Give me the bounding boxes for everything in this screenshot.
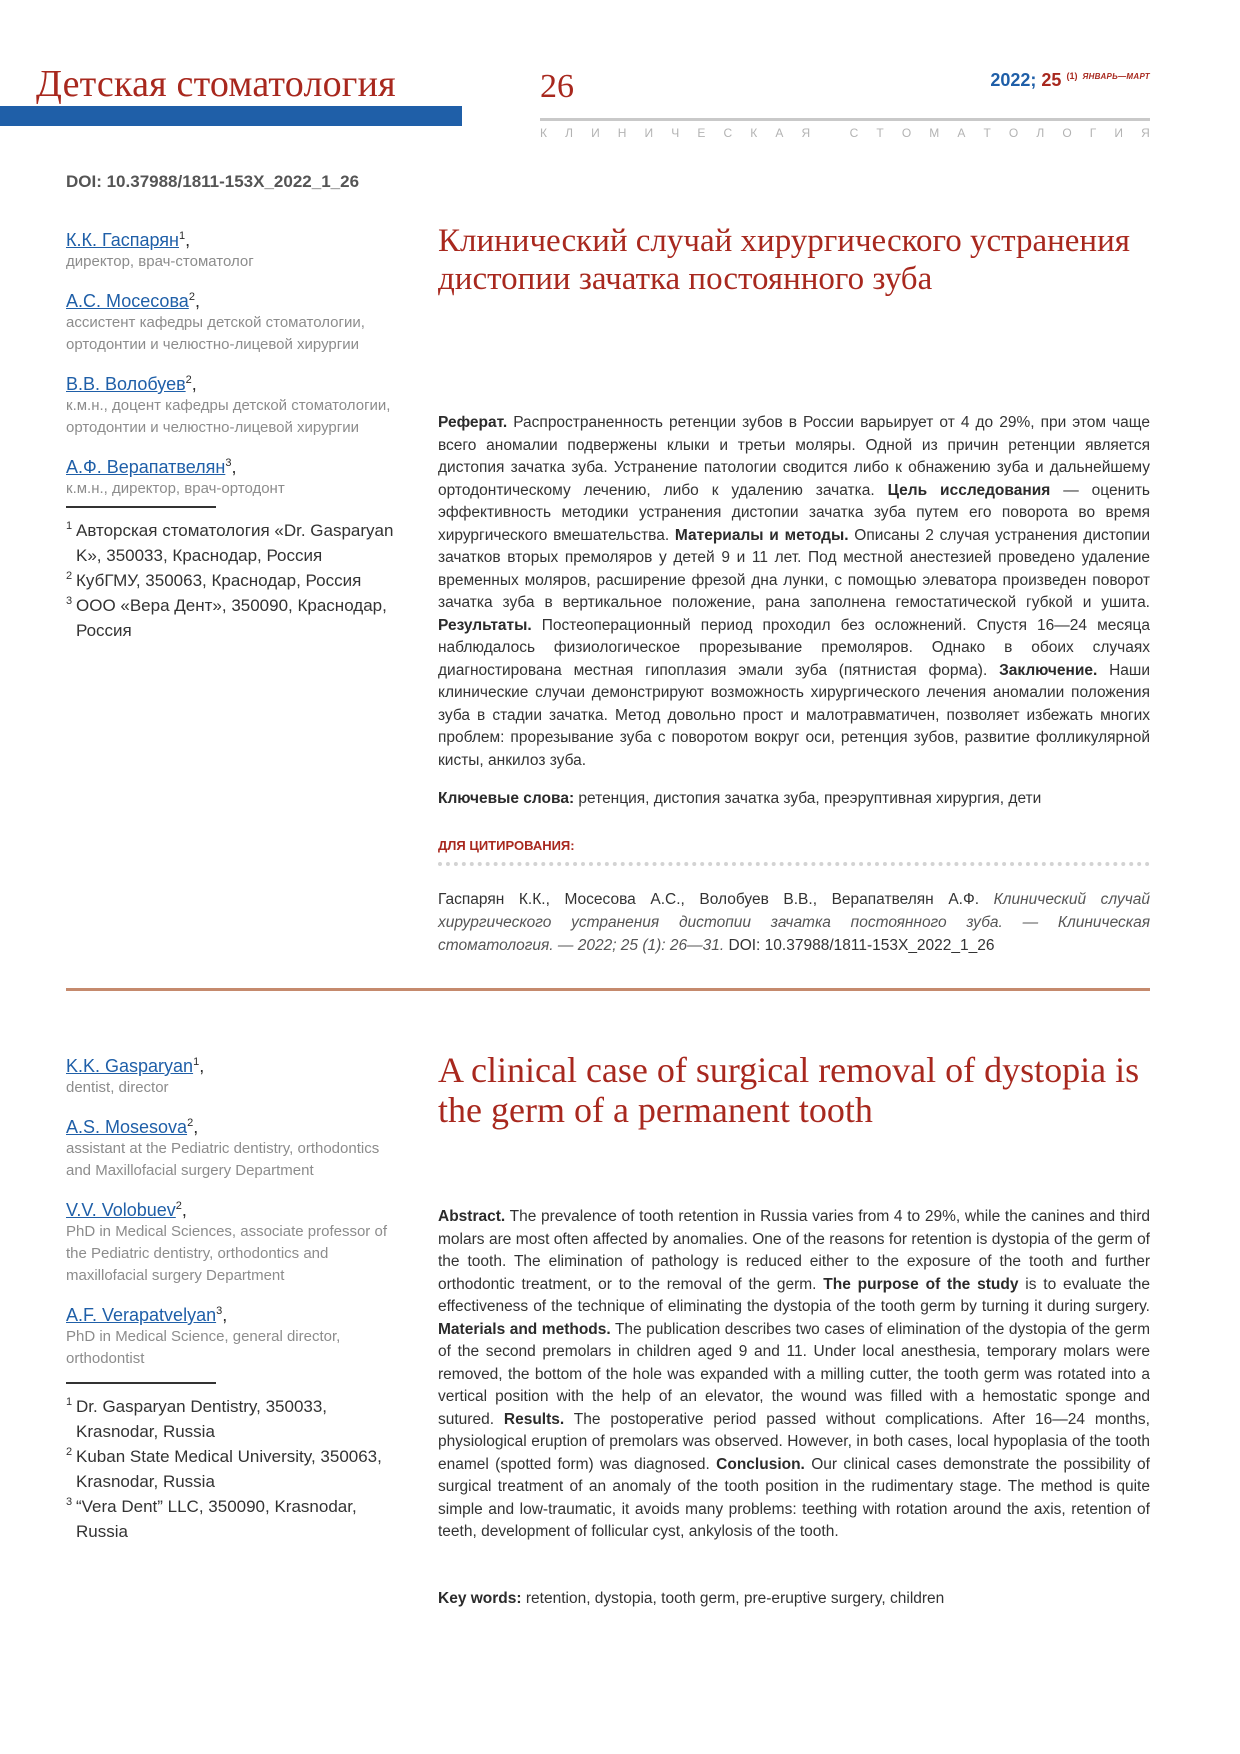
author-sup: 2 — [175, 1200, 182, 1212]
section-label-letter: О — [1062, 126, 1072, 140]
section-label-letter: М — [929, 126, 940, 140]
affiliation-text: КубГМУ, 350063, Краснодар, Россия — [76, 571, 362, 590]
authors-ru — [66, 230, 406, 643]
citation-title: Клинический случай хирургического устранения дистопии зачатка постоянного зуба. — — [438, 891, 1150, 931]
author-name[interactable]: K.K. Gasparyan — [66, 1056, 194, 1076]
abstract-en — [438, 1206, 1150, 1544]
author-role: директор, врач-стоматолог — [66, 253, 254, 270]
citation — [438, 888, 1150, 957]
keywords-en — [438, 1590, 1150, 1608]
author-role: PhD in Medical Sciences, associate professor of the Pediatric dentistry, orthodontics and maxillofacial surgery Department — [66, 1223, 387, 1284]
section-label-letter: Е — [697, 126, 706, 140]
affiliation-sup: 3 — [66, 595, 73, 607]
methods-label: Материалы и методы. — [674, 526, 849, 544]
section-label-letter: К — [540, 126, 547, 140]
affiliation-sup: 2 — [66, 570, 73, 582]
affiliation-text: ООО «Вера Дент», 350090, Краснодар, Россия — [76, 596, 387, 640]
author — [66, 1305, 406, 1370]
author-name-line — [66, 230, 406, 251]
author — [66, 291, 406, 356]
author — [66, 374, 406, 439]
section-label-letter: Л — [565, 126, 573, 140]
author-name[interactable]: A.F. Verapatvelyan — [66, 1305, 217, 1325]
abstract-text: Распространенность ретенции зубов в России варьирует от 4 до 29%, при этом чаще всего аномалии подвержены клыки и третьи моляры. Одной из причин ретенции является дистопия зачатка зуба. Устранение патологии сводится либо к обнажению зуба и дальнейшему ортодонтическому лечению, либо к удалению зачатка. — [438, 414, 1150, 499]
affiliation-sup: 3 — [66, 1496, 73, 1508]
author-role: к.м.н., доцент кафедры детской стоматологии, ортодонтии и челюстно-лицевой хирургии — [66, 397, 391, 436]
section-label-letter: Т — [983, 126, 991, 140]
affiliation-text: Авторская стоматология «Dr. Gasparyan K», 350033, Краснодар, Россия — [76, 521, 394, 565]
issue-volume: 25 — [1041, 70, 1062, 90]
keywords-text: retention, dystopia, tooth germ, pre-eruptive surgery, children — [521, 1590, 945, 1607]
author-name-line — [66, 1117, 406, 1138]
author-sup: 2 — [185, 374, 192, 386]
author-name-line — [66, 291, 406, 312]
section-label-letter: А — [775, 126, 784, 140]
author-sup: 2 — [188, 291, 195, 303]
page-number: 26 — [540, 68, 574, 105]
purpose-text: is to evaluate the effectiveness of the technique of eliminating the dystopia of the tooth germ by turning it during surgery. — [438, 1275, 1150, 1315]
methods-text: Описаны 2 случая устранения дистопии зачатков вторых премоляров у детей 9 и 11 лет. Под местной анестезией проведено удаление временных моляров, расширение фрезой дна лунки, с помощью элеватора произведен поворот зачатка зуба в вертикальное положение, рана заполнена гемостатической губкой и ушита. — [438, 526, 1150, 611]
affiliation-rule — [66, 1382, 216, 1384]
section-label-letter: Я — [801, 126, 811, 140]
citation-doi[interactable]: DOI: 10.37988/1811-153X_2022_1_26 — [728, 937, 995, 954]
doi[interactable]: DOI: 10.37988/1811-153X_2022_1_26 — [66, 172, 360, 191]
author-role: dentist, director — [66, 1079, 169, 1096]
results-label: Results. — [503, 1410, 565, 1428]
affiliation — [66, 518, 406, 568]
author-suffix: , — [191, 374, 197, 394]
abstract-text: The prevalence of tooth retention in Russia varies from 4 to 29%, while the canines and third molars are most often affected by anomalies. One of the reasons for retention is dystopia of the germ of the tooth. The elimination of pathology is reduced either to the exposure of the tooth and further orthodontic treatment, or to the removal of the germ. — [438, 1208, 1150, 1293]
purpose-label: The purpose of the study — [823, 1275, 1019, 1293]
author-role: assistant at the Pediatric dentistry, orthodontics and Maxillofacial surgery Department — [66, 1140, 380, 1179]
affiliation — [66, 1494, 406, 1544]
purpose-label: Цель исследования — [887, 481, 1051, 499]
author-name-line — [66, 1305, 406, 1326]
conclusion-text: Наши клинические случаи демонстрируют возможность хирургического лечения аномалии положения зуба в стадии зачатка. Метод довольно прост и малотравматичен, позволяет избежать многих проблем: прорезывание зуба с поворотом вокруг оси, ретенция зубов, развитие фолликулярной кисты, анкилоз зуба. — [438, 661, 1150, 769]
abstract-label: Abstract. — [438, 1208, 506, 1225]
author-sup: 3 — [216, 1305, 223, 1317]
issue-info — [990, 70, 1150, 91]
author-sup: 2 — [187, 1117, 194, 1129]
author-sup: 1 — [193, 1056, 200, 1068]
affiliation — [66, 593, 406, 643]
results-label: Результаты. — [438, 616, 532, 634]
affiliation-text: Dr. Gasparyan Dentistry, 350033, Krasnodar, Russia — [76, 1397, 328, 1441]
citation-journal: Клиническая стоматология. — [438, 914, 1150, 954]
header-rule — [540, 118, 1150, 121]
article-title-en: A clinical case of surgical removal of dystopia is the germ of a permanent tooth — [438, 1050, 1140, 1130]
author-suffix: , — [222, 1305, 228, 1325]
methods-text: The publication describes two cases of elimination of the dystopia of the germ of the second premolars in children aged 9 and 11. Under local anesthesia, temporary molars were removed, the bottom of the hole was expanded with a milling cutter, the tooth germ was rotated into a vertical position with the help of an elevator, the wound was filled with a hemostatic sponge and sutured. — [438, 1320, 1151, 1428]
author-suffix: , — [231, 457, 237, 477]
conclusion-label: Conclusion. — [716, 1455, 805, 1473]
citation-authors: Гаспарян К.К., Мосесова А.С., Волобуев В.В., Верапатвелян А.Ф. — [438, 891, 980, 908]
affiliations — [66, 1394, 406, 1544]
keywords-ru — [438, 790, 1150, 808]
author-suffix: , — [194, 291, 200, 311]
author-suffix: , — [181, 1200, 187, 1220]
results-text: Постеоперационный период проходил без осложнений. Спустя 16—24 месяца наблюдалось физиологическое прорезывание премоляров. Однако в обоих случаях диагностирована местная гипоплазия эмали зуба (пятнистая форма). — [438, 616, 1150, 679]
section-label-letter: О — [1008, 126, 1019, 140]
affiliation-sup: 2 — [66, 1446, 73, 1458]
author-name[interactable]: V.V. Volobuev — [66, 1200, 176, 1220]
conclusion-text: Our clinical cases demonstrate the possibility of surgical treatment of an anomaly of the tooth position in the rudimentary stage. The method is quite simple and low-traumatic, it avoids many problems: teething with rotation around the axis, retention of teeth, development of follicular cyst, ankylosis of the tooth. — [438, 1455, 1150, 1540]
section-label-letter: Т — [876, 126, 884, 140]
affiliation — [66, 568, 406, 593]
header-bar — [0, 106, 462, 126]
methods-label: Materials and methods. — [438, 1320, 611, 1338]
author — [66, 1117, 406, 1182]
issue-year: 2022; — [990, 70, 1037, 90]
author-name-line — [66, 1056, 406, 1077]
author-name[interactable]: A.S. Mosesova — [66, 1117, 188, 1137]
issue-number: (1) — [1066, 71, 1078, 81]
affiliation-text: “Vera Dent” LLC, 350090, Krasnodar, Russia — [76, 1497, 357, 1541]
section-label-letter: Я — [1141, 126, 1150, 140]
results-text: The postoperative period passed without complications. After 16—24 months, physiological eruption of premolars was observed. However, in both cases, local hypoplasia of the tooth enamel (spotted form) was diagnosed. — [438, 1410, 1150, 1473]
abstract-label: Реферат. — [438, 414, 508, 431]
author-suffix: , — [199, 1056, 205, 1076]
affiliations — [66, 518, 406, 643]
author-name-line — [66, 457, 406, 478]
author — [66, 230, 406, 273]
section-label-letter: И — [1114, 126, 1123, 140]
article-title-ru: Клинический случай хирургического устранения дистопии зачатка постоянного зуба — [438, 223, 1130, 297]
author-role: к.м.н., директор, врач-ортодонт — [66, 480, 285, 497]
author-sup: 3 — [225, 457, 232, 469]
issue-months: ЯНВАРЬ—МАРТ — [1082, 72, 1150, 81]
section-label-letter — [828, 126, 831, 140]
authors-en — [66, 1056, 406, 1544]
section-label-letter: С — [849, 126, 859, 140]
author-name[interactable]: А.Ф. Верапатвелян — [66, 457, 226, 477]
author — [66, 1056, 406, 1099]
section-label-letter: К — [750, 126, 758, 140]
section-label-letter: И — [644, 126, 654, 140]
author-name[interactable]: А.С. Мосесова — [66, 291, 189, 311]
keywords-text: ретенция, дистопия зачатка зуба, преэруптивная хирургия, дети — [574, 790, 1042, 807]
affiliation-rule — [66, 506, 216, 508]
affiliation — [66, 1394, 406, 1444]
dotted-rule — [438, 862, 1150, 868]
author-name[interactable]: В.В. Волобуев — [66, 374, 186, 394]
citation-details: — 2022; 25 (1): 26—31. — [553, 937, 729, 954]
author-sup: 1 — [178, 230, 186, 242]
keywords-label: Key words: — [438, 1590, 522, 1607]
keywords-label: Ключевые слова: — [438, 790, 575, 807]
author-suffix: , — [185, 230, 191, 250]
author-role: PhD in Medical Science, general director, orthodontist — [66, 1328, 341, 1367]
affiliation-sup: 1 — [66, 1396, 73, 1408]
citation-heading: ДЛЯ ЦИТИРОВАНИЯ: — [438, 838, 575, 853]
section-label-letter: Н — [617, 126, 627, 140]
author-role: ассистент кафедры детской стоматологии, ортодонтии и челюстно-лицевой хирургии — [66, 314, 365, 353]
section-divider — [66, 988, 1150, 991]
section-label-letter: А — [957, 126, 966, 140]
section-label-letter: Ч — [671, 126, 680, 140]
author-suffix: , — [193, 1117, 199, 1137]
section-label-letter: И — [591, 126, 600, 140]
author — [66, 457, 406, 500]
conclusion-label: Заключение. — [999, 661, 1098, 679]
affiliation — [66, 1444, 406, 1494]
abstract-ru — [438, 412, 1150, 772]
section-label-letter: С — [723, 126, 733, 140]
section-label-letter: Г — [1089, 126, 1097, 140]
author-name[interactable]: К.К. Гаспарян — [66, 230, 179, 250]
affiliation-sup: 1 — [66, 520, 73, 532]
purpose-text: — оценить эффективность методики устранения дистопии зачатка зуба путем его поворота во время хирургического вмешательства. — [438, 481, 1150, 544]
section-label-letter: Л — [1036, 126, 1045, 140]
author-name-line — [66, 374, 406, 395]
author — [66, 1200, 406, 1287]
journal-title: Детская стоматология — [36, 63, 396, 105]
author-name-line — [66, 1200, 406, 1221]
affiliation-text: Kuban State Medical University, 350063, Krasnodar, Russia — [76, 1447, 382, 1491]
section-label-letter: О — [901, 126, 912, 140]
section-label — [540, 126, 1150, 140]
